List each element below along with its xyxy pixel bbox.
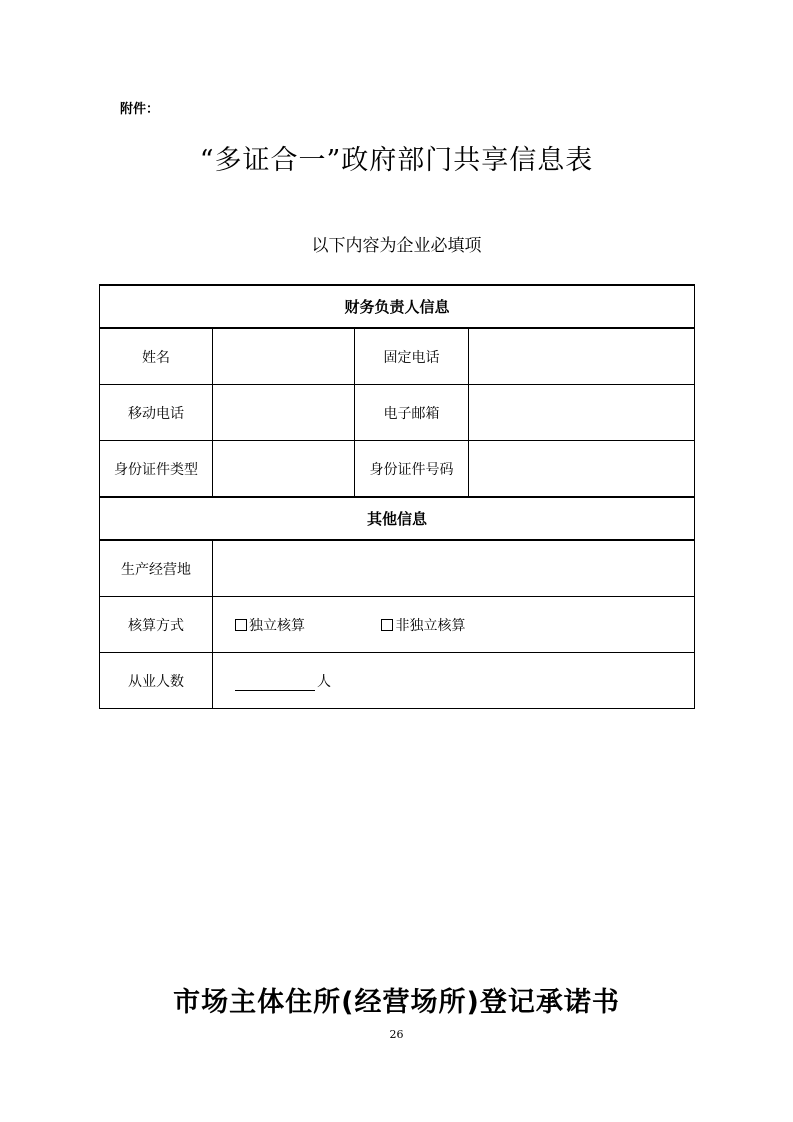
id-number-label: 身份证件号码 [355, 441, 469, 498]
employees-cell [213, 653, 695, 709]
employees-count-field[interactable] [235, 676, 315, 691]
independent-accounting-label: 独立核算 [249, 617, 305, 634]
id-type-label: 身份证件类型 [100, 441, 213, 498]
shared-info-table [99, 284, 695, 709]
landline-field[interactable] [469, 328, 695, 385]
checkbox-icon[interactable] [381, 619, 393, 631]
accounting-label: 核算方式 [100, 597, 213, 653]
next-document-title: 市场主体住所(经营场所)登记承诺书 [173, 987, 620, 1018]
id-type-field[interactable] [213, 441, 355, 498]
name-field[interactable] [213, 328, 355, 385]
name-label: 姓名 [100, 328, 213, 385]
table-row [100, 540, 695, 597]
employees-unit: 人 [317, 673, 331, 690]
table-row [100, 597, 695, 653]
id-number-field[interactable] [469, 441, 695, 498]
accounting-options [213, 597, 695, 653]
employees-label: 从业人数 [100, 653, 213, 709]
attachment-label: 附件： [120, 102, 160, 117]
landline-label: 固定电话 [355, 328, 469, 385]
table-row [100, 328, 695, 385]
other-section-header-row [100, 497, 695, 540]
non-independent-accounting-option[interactable] [381, 615, 465, 635]
location-field[interactable] [213, 540, 695, 597]
non-independent-accounting-label: 非独立核算 [395, 617, 466, 634]
other-section-header: 其他信息 [100, 497, 695, 540]
independent-accounting-option[interactable] [235, 615, 305, 635]
table-row [100, 441, 695, 498]
table-row [100, 385, 695, 441]
page-title: “多证合一”政府部门共享信息表 [199, 145, 594, 176]
email-label: 电子邮箱 [355, 385, 469, 441]
mobile-field[interactable] [213, 385, 355, 441]
email-field[interactable] [469, 385, 695, 441]
mobile-label: 移动电话 [100, 385, 213, 441]
page-number: 26 [389, 1028, 404, 1041]
finance-section-header: 财务负责人信息 [100, 285, 695, 328]
location-label: 生产经营地 [100, 540, 213, 597]
checkbox-icon[interactable] [235, 619, 247, 631]
subtitle: 以下内容为企业必填项 [311, 236, 482, 256]
table-row [100, 653, 695, 709]
finance-section-header-row [100, 285, 695, 328]
